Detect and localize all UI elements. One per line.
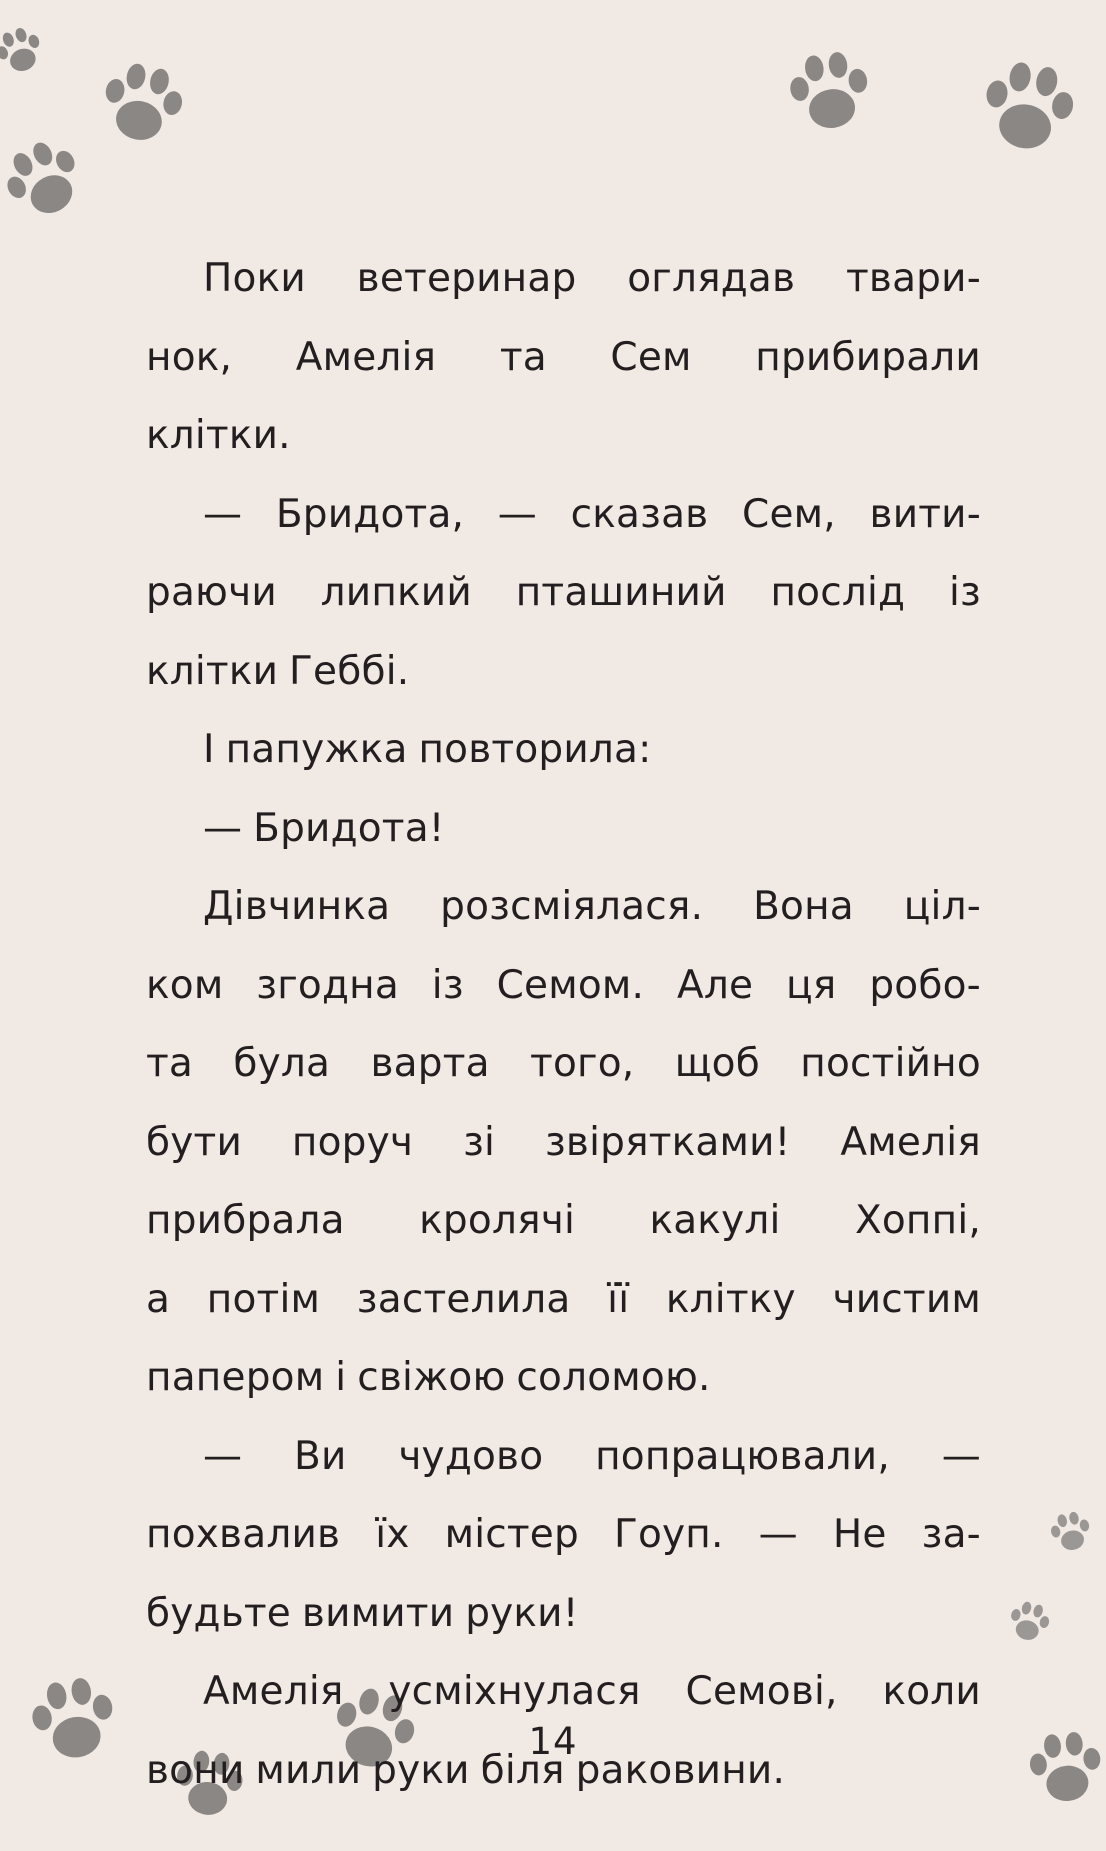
word: руки! bbox=[465, 1590, 579, 1636]
word: свіжою bbox=[357, 1355, 506, 1400]
word: чистим bbox=[832, 1276, 981, 1322]
text-line bbox=[146, 868, 981, 947]
word: — bbox=[203, 805, 243, 851]
word: ком bbox=[146, 962, 224, 1008]
word: Семові, bbox=[685, 1669, 838, 1714]
word: Ви bbox=[294, 1433, 347, 1479]
paw-print-icon bbox=[778, 42, 882, 146]
word: мили bbox=[255, 1747, 362, 1793]
word: їх bbox=[375, 1512, 410, 1557]
word: вони bbox=[146, 1747, 245, 1793]
paw-print-icon bbox=[87, 49, 197, 162]
word: раючи bbox=[146, 570, 277, 615]
word: какулі bbox=[649, 1198, 781, 1243]
word: попрацювали, bbox=[595, 1433, 890, 1479]
word: Хоппі, bbox=[854, 1198, 981, 1243]
word: — bbox=[758, 1512, 798, 1557]
word: клітки bbox=[146, 648, 279, 694]
word: усміхнулася bbox=[388, 1669, 641, 1714]
text-line bbox=[146, 1261, 981, 1340]
word: руки bbox=[372, 1747, 470, 1793]
word: папером bbox=[146, 1355, 325, 1400]
word: щоб bbox=[674, 1041, 760, 1086]
word: Гоуп. bbox=[613, 1512, 724, 1557]
word: — bbox=[203, 1433, 243, 1479]
word: бути bbox=[146, 1119, 242, 1165]
word: чудово bbox=[398, 1433, 544, 1479]
word: та bbox=[499, 334, 547, 380]
word: раковини. bbox=[575, 1747, 786, 1793]
word: Амелія bbox=[203, 1669, 344, 1714]
word: а bbox=[146, 1276, 171, 1322]
text-line bbox=[146, 1104, 981, 1183]
word: Бридота! bbox=[253, 805, 445, 851]
text-line bbox=[146, 319, 981, 398]
story-text bbox=[146, 240, 981, 1810]
word: біля bbox=[480, 1747, 565, 1793]
word: оглядав bbox=[627, 256, 796, 301]
word: коли bbox=[882, 1669, 981, 1714]
word: постійно bbox=[800, 1041, 981, 1086]
word: будьте bbox=[146, 1590, 291, 1636]
word: ветеринар bbox=[356, 256, 577, 301]
word: ця bbox=[786, 962, 837, 1008]
word: із bbox=[431, 962, 464, 1008]
word: містер bbox=[444, 1512, 579, 1557]
word: — bbox=[497, 491, 537, 537]
word: Поки bbox=[203, 256, 306, 301]
text-line bbox=[146, 1575, 981, 1654]
word: Геббі. bbox=[289, 648, 410, 694]
word: — bbox=[941, 1433, 981, 1479]
word: була bbox=[233, 1041, 331, 1086]
text-line bbox=[146, 1418, 981, 1497]
paw-print-icon bbox=[967, 48, 1088, 172]
word: згодна bbox=[256, 962, 399, 1008]
text-line bbox=[146, 790, 981, 869]
word: звірятками! bbox=[544, 1119, 791, 1165]
word: із bbox=[948, 570, 981, 615]
word: липкий bbox=[320, 570, 472, 615]
word: і bbox=[335, 1355, 347, 1400]
word: пташиний bbox=[515, 570, 727, 615]
word: Не bbox=[832, 1512, 887, 1557]
word: кролячі bbox=[419, 1198, 576, 1243]
word: поруч bbox=[291, 1119, 414, 1165]
text-line bbox=[146, 947, 981, 1026]
text-line bbox=[146, 1496, 981, 1575]
paw-print-icon bbox=[0, 15, 55, 89]
word: клітку bbox=[665, 1276, 796, 1322]
text-line bbox=[146, 397, 981, 476]
text-line bbox=[146, 1339, 981, 1418]
paw-print-icon bbox=[999, 1595, 1059, 1652]
word: нок, bbox=[146, 334, 233, 380]
text-line bbox=[146, 1025, 981, 1104]
word: соломою. bbox=[516, 1355, 711, 1400]
page-number: 14 bbox=[528, 1720, 578, 1763]
word: Амелія bbox=[840, 1119, 981, 1165]
word: Дівчинка bbox=[203, 884, 391, 929]
text-line bbox=[146, 633, 981, 712]
word: Бридота, bbox=[275, 491, 465, 537]
paw-print-icon bbox=[1042, 1505, 1100, 1560]
word: Сем, bbox=[742, 491, 836, 537]
word: повторила: bbox=[418, 727, 652, 772]
text-line bbox=[146, 476, 981, 555]
word: ціл- bbox=[903, 884, 981, 929]
word: за- bbox=[921, 1512, 981, 1557]
word: вимити bbox=[301, 1590, 455, 1636]
word: прибрала bbox=[146, 1198, 345, 1243]
word: сказав bbox=[570, 491, 709, 537]
word: її bbox=[607, 1276, 630, 1322]
word: Вона bbox=[753, 884, 854, 929]
word: потім bbox=[206, 1276, 321, 1322]
word: зі bbox=[463, 1119, 496, 1165]
word: Але bbox=[677, 962, 754, 1008]
word: прибирали bbox=[755, 334, 981, 380]
word: папужка bbox=[225, 727, 408, 772]
word: І bbox=[203, 727, 215, 772]
word: Семом. bbox=[496, 962, 645, 1008]
word: послід bbox=[770, 570, 906, 615]
word: Сем bbox=[610, 334, 692, 380]
word: варта bbox=[370, 1041, 490, 1086]
text-line bbox=[146, 711, 981, 790]
text-line bbox=[146, 240, 981, 319]
word: та bbox=[146, 1041, 194, 1086]
word: робо- bbox=[869, 962, 981, 1008]
word: застелила bbox=[356, 1276, 571, 1322]
text-line bbox=[146, 1182, 981, 1261]
word: вити- bbox=[869, 491, 981, 537]
word: Амелія bbox=[295, 334, 437, 380]
word: твари- bbox=[845, 256, 981, 301]
word: — bbox=[203, 491, 243, 537]
text-line bbox=[146, 554, 981, 633]
word: похвалив bbox=[146, 1512, 341, 1557]
word: клітки. bbox=[146, 413, 291, 458]
word: розсміялася. bbox=[440, 884, 704, 929]
word: того, bbox=[530, 1041, 635, 1086]
